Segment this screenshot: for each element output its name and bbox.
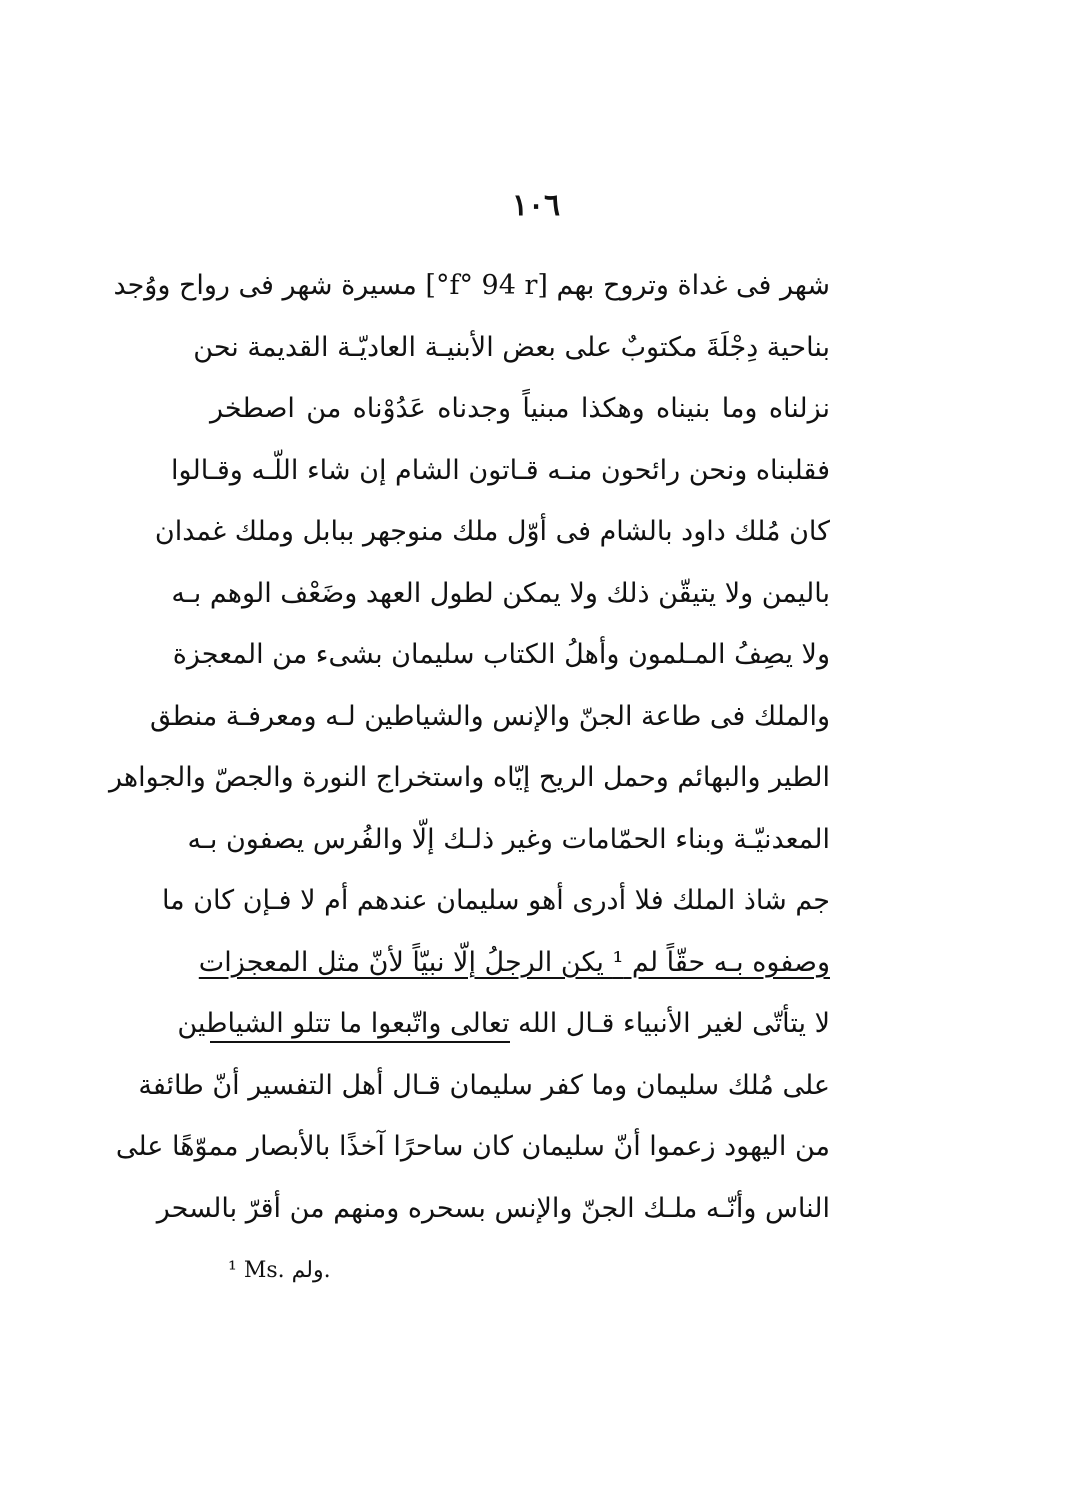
text-line-12: وصفوه بـه حقّاً لم ¹ يكن الرجلُ إلّا نبيّاً لأنّ مثل المعجزات — [198, 946, 830, 978]
text-line-7: ولا يصِفُ المـلمون وأهلُ الكتاب سليمان بشىء من المعجزة — [172, 639, 830, 670]
text-line-14: على مُلك سليمان وما كفر سليمان قـال أهل التفسير أنّ طائفة — [138, 1069, 830, 1101]
text-line-2: بناحية دِجْلَةَ مكتوبٌ على بعض الأبنيـة العاديّـة القديمة نحن — [193, 331, 830, 363]
text-line-1: شهر فى غداة وتروح بهم [f° 94 r°] مسيرة شهر فى رواح ووُجد — [113, 270, 830, 301]
text-line-3: نزلناه وما بنيناه وهكذا مبنياً وجدناه عَدُوْناه من اصطخر — [210, 393, 830, 424]
text-line-8: والملك فى طاعة الجنّ والإنس والشياطين لـه ومعرفـة منطق — [149, 700, 830, 732]
text-line-5: كان مُلك داود بالشام فى أوّل ملك منوجهر ببابل وملك غمدان — [154, 516, 830, 547]
text-line-4: فقلبناه ونحن رائحون منـه قـاتون الشام إن شاء اللّـه وقـالوا — [171, 454, 830, 486]
text-line-15: من اليهود زعموا أنّ سليمان كان ساحرًا آخذًا بالأبصار مموّهًا على — [115, 1131, 830, 1162]
body-text — [108, 255, 830, 1239]
text-line-11: جم شاذ الملك فلا أدرى أهو سليمان عندهم أم لا فـإن كان ما — [161, 885, 830, 916]
text-line-9: الطير والبهائم وحمل الريح إيّاه واستخراج النورة والجصّ والجواهر — [108, 762, 830, 793]
page-number: ١٠٦ — [511, 188, 561, 223]
footnote: ¹ Ms. ولم. — [228, 1258, 331, 1283]
text-line-10: المعدنيّـة وبناء الحمّامات وغير ذلـك إلّا والفُرس يصفون بـه — [187, 823, 830, 855]
text-line-6: باليمن ولا يتيقّن ذلك ولا يمكن لطول العهد وضَعْف الوهم بـه — [171, 577, 830, 609]
text-line-13: لا يتأتّى لغير الأنبياء قـال الله تعالى واتّبعوا ما تتلو الشياطين — [177, 1008, 830, 1039]
text-line-16: الناس وأنّـه ملـك الجنّ والإنس بسحره ومنهم من أقرّ بالسحر — [156, 1192, 830, 1224]
underline-rule — [210, 1041, 510, 1043]
